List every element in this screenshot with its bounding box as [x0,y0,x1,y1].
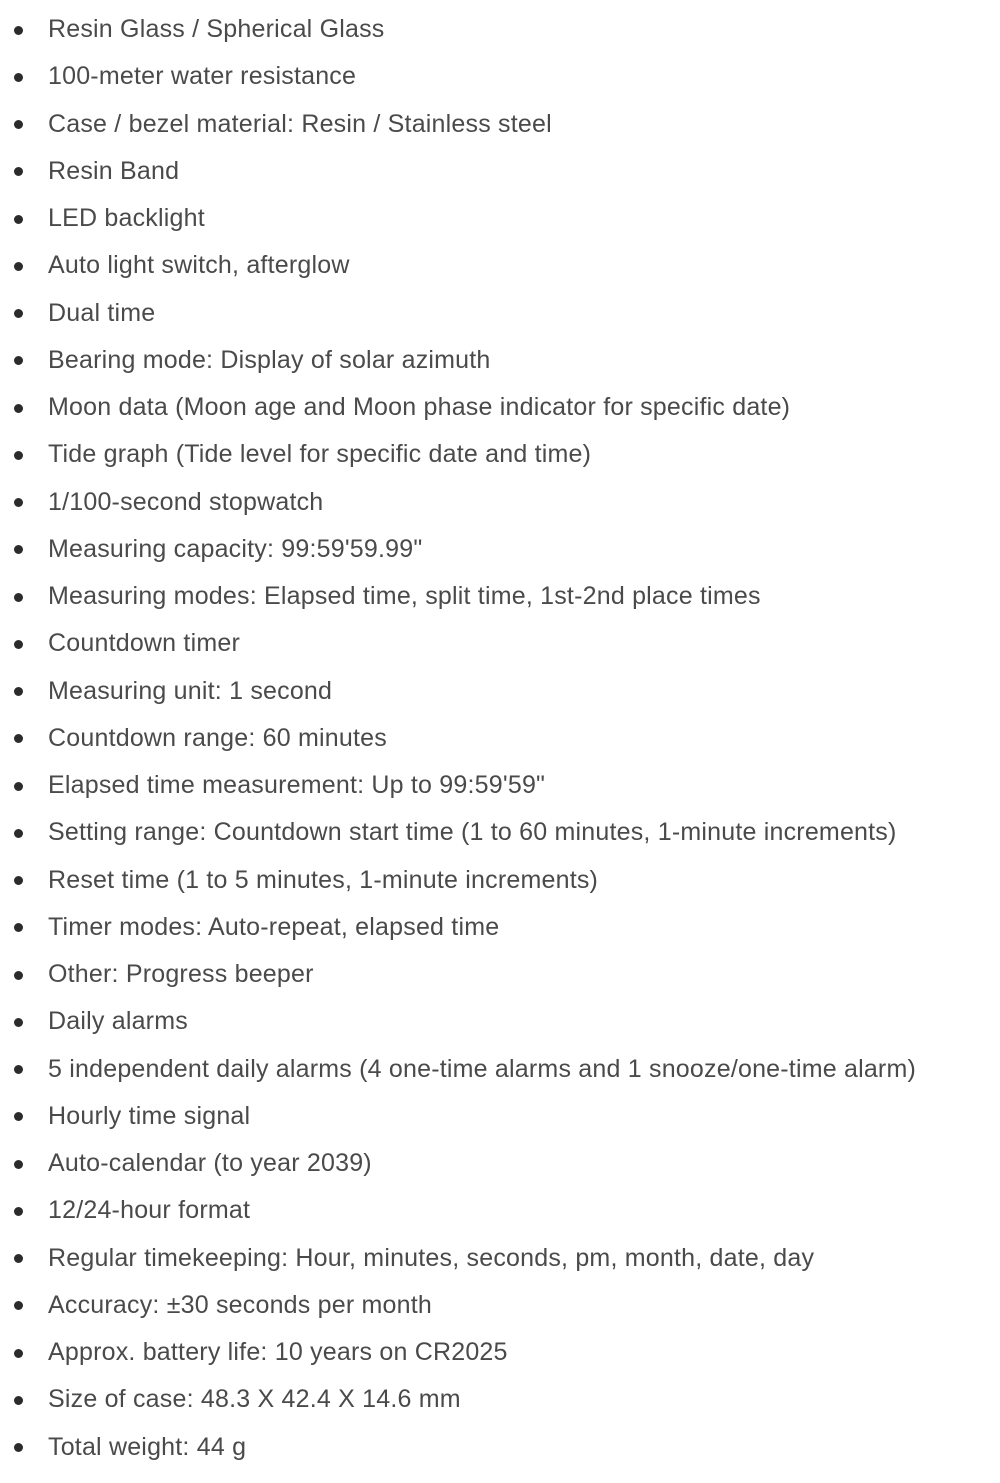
spec-item [0,431,1000,478]
spec-item [0,998,1000,1045]
bullet-icon [14,971,23,980]
bullet-icon [14,167,23,176]
spec-item [0,1329,1000,1376]
spec-text: Resin Band [48,156,180,185]
bullet-icon [14,451,23,460]
spec-text: 12/24-hour format [48,1196,251,1225]
spec-text: Regular timekeeping: Hour, minutes, seconds, pm, month, date, day [48,1243,815,1272]
spec-item [0,101,1000,148]
spec-text: Total weight: 44 g [48,1432,247,1461]
spec-item [0,337,1000,384]
bullet-icon [14,876,23,885]
bullet-icon [14,923,23,932]
bullet-icon [14,262,23,271]
bullet-icon [14,309,23,318]
spec-item [0,6,1000,53]
spec-item [0,148,1000,195]
bullet-icon [14,829,23,838]
spec-text: 100-meter water resistance [48,62,357,91]
bullet-icon [14,1018,23,1027]
spec-item [0,857,1000,904]
spec-item [0,762,1000,809]
spec-item [0,1376,1000,1423]
spec-item [0,620,1000,667]
spec-text: Accuracy: ±30 seconds per month [48,1290,432,1319]
spec-text: 5 independent daily alarms (4 one-time alarms and 1 snooze/one-time alarm) [48,1054,917,1083]
spec-item [0,526,1000,573]
spec-text: Size of case: 48.3 X 42.4 X 14.6 mm [48,1385,461,1414]
spec-item [0,668,1000,715]
bullet-icon [14,120,23,129]
spec-text: Countdown timer [48,629,240,658]
spec-text: Measuring modes: Elapsed time, split time, 1st-2nd place times [48,582,761,610]
spec-text: Setting range: Countdown start time (1 to 60 minutes, 1-minute increments) [48,818,897,847]
spec-text: Tide graph (Tide level for specific date and time) [48,440,592,469]
bullet-icon [14,593,23,602]
bullet-icon [14,26,23,35]
spec-text: Resin Glass / Spherical Glass [48,15,385,43]
spec-item [0,573,1000,620]
spec-item [0,1282,1000,1329]
spec-text: Other: Progress beeper [48,960,314,988]
spec-text: Dual time [48,298,156,327]
bullet-icon [14,1349,23,1358]
spec-item [0,479,1000,526]
spec-item [0,809,1000,856]
spec-text: Auto-calendar (to year 2039) [48,1149,372,1177]
spec-item [0,53,1000,100]
spec-text: Auto light switch, afterglow [48,251,350,280]
spec-text: 1/100-second stopwatch [48,487,324,516]
spec-text: Elapsed time measurement: Up to 99:59'59" [48,771,546,799]
spec-text: Measuring capacity: 99:59'59.99" [48,534,423,563]
bullet-icon [14,498,23,507]
spec-item [0,1093,1000,1140]
spec-text: Moon data (Moon age and Moon phase indicator for specific date) [48,393,791,421]
bullet-icon [14,1254,23,1263]
spec-item [0,195,1000,242]
bullet-icon [14,1112,23,1121]
spec-item [0,951,1000,998]
bullet-icon [14,73,23,82]
spec-text: Bearing mode: Display of solar azimuth [48,345,491,374]
spec-text: Timer modes: Auto-repeat, elapsed time [48,912,500,941]
bullet-icon [14,1065,23,1074]
spec-item [0,1424,1000,1471]
bullet-icon [14,782,23,791]
bullet-icon [14,1443,23,1452]
bullet-icon [14,215,23,224]
spec-item [0,384,1000,431]
spec-list [0,6,1000,1471]
spec-text: Approx. battery life: 10 years on CR2025 [48,1338,508,1366]
spec-item [0,290,1000,337]
spec-text: Hourly time signal [48,1101,251,1130]
bullet-icon [14,1396,23,1405]
spec-item [0,904,1000,951]
bullet-icon [14,734,23,743]
spec-text: LED backlight [48,204,205,232]
spec-text: Measuring unit: 1 second [48,676,333,705]
bullet-icon [14,640,23,649]
spec-text: Reset time (1 to 5 minutes, 1-minute increments) [48,865,599,894]
bullet-icon [14,1207,23,1216]
bullet-icon [14,356,23,365]
bullet-icon [14,404,23,413]
spec-item [0,1046,1000,1093]
spec-text: Daily alarms [48,1007,188,1036]
spec-item [0,1187,1000,1234]
spec-text: Countdown range: 60 minutes [48,723,387,752]
bullet-icon [14,545,23,554]
spec-item [0,1140,1000,1187]
spec-item [0,1235,1000,1282]
spec-text: Case / bezel material: Resin / Stainless steel [48,109,552,138]
bullet-icon [14,1301,23,1310]
spec-item [0,242,1000,289]
spec-item [0,715,1000,762]
bullet-icon [14,1160,23,1169]
bullet-icon [14,687,23,696]
